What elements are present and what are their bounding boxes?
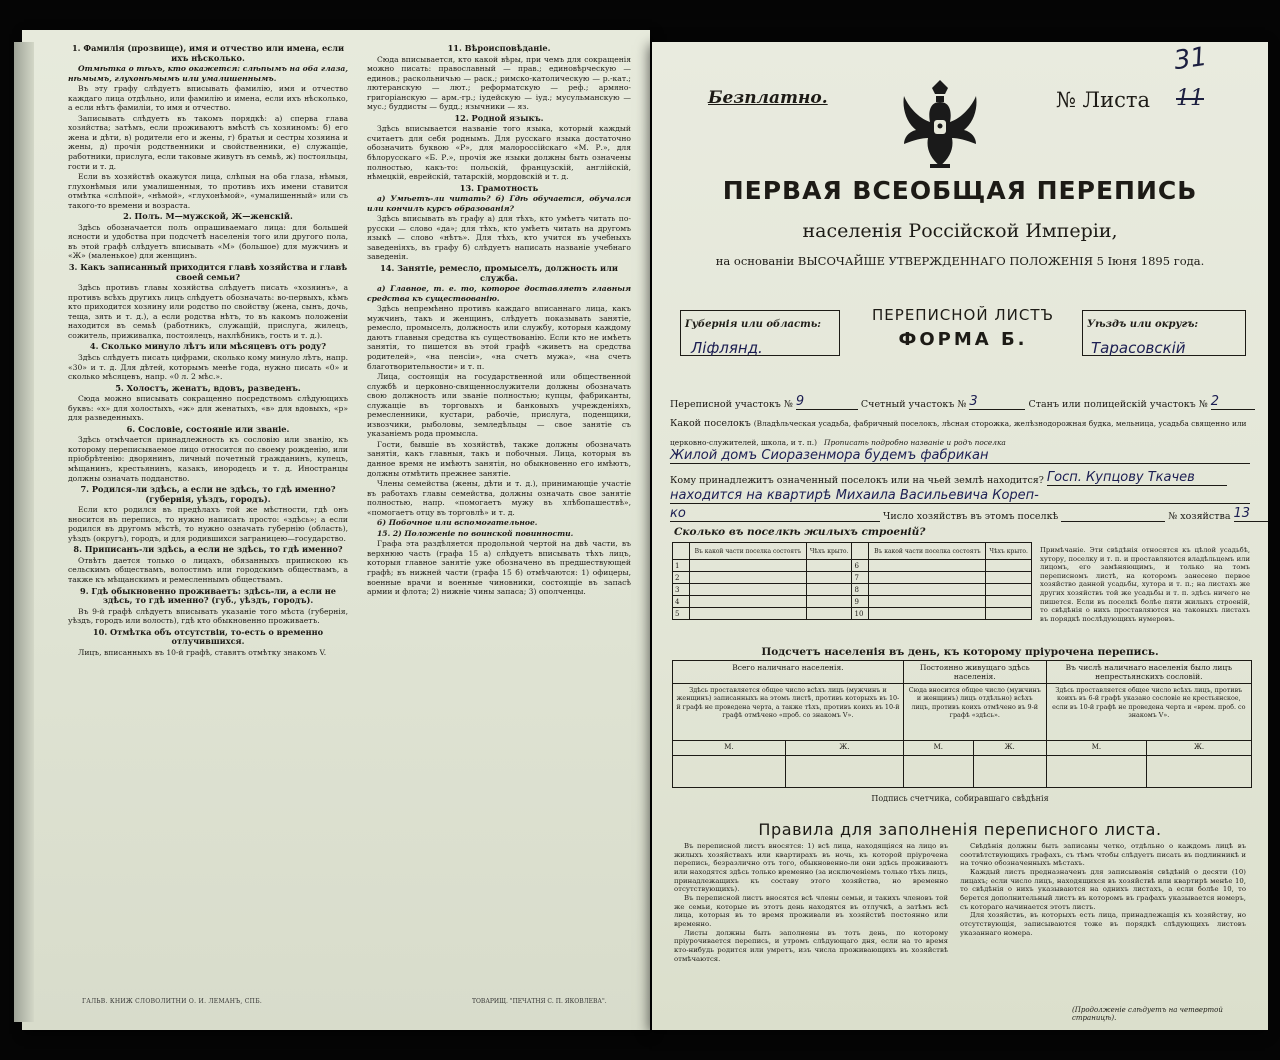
imperial-eagle-emblem: [900, 78, 980, 174]
instruction-paragraph: Если въ хозяйствѣ окажутся лица, слѣпыя на оба глаза, нѣмыя, глухонѣмыя или умалишенныя, то противъ ихъ имени ставится отмѣтка «слѣпой», «нѣмой», «глухонѣмой», «умалишенный» или съ такого-то времени и возраста.: [68, 172, 348, 210]
owner-field-3[interactable]: ко: [670, 506, 686, 521]
uezd-box: [1082, 310, 1246, 356]
buildings-roof-field[interactable]: [806, 596, 852, 608]
instruction-paragraph: Здѣсь слѣдуетъ писать цифрами, сколько кому минуло лѣтъ, напр. «30» и т. д. Для дѣтей, которымъ менѣе года, нужно писать «0» и сколько мѣсяцевъ, напр. «0 л. 2 мѣс.».: [68, 352, 348, 382]
list-title: ПЕРЕПИСНОЙ ЛИСТЪ: [872, 306, 1054, 324]
buildings-part-field[interactable]: [869, 572, 986, 584]
gubernia-box: [680, 310, 840, 356]
buildings-part-field[interactable]: [869, 608, 986, 620]
buildings-row-number: 2: [673, 572, 690, 584]
instruction-paragraph: Здѣсь отмѣчается принадлежность къ сословію или званію, къ которому переписываемое лицо относится по своему рожденію, или пріобрѣтенію: дворянинъ, личный почетный гражданинъ, купецъ, мѣщанинъ, крестьянинъ, казакъ, инородецъ и т. д. Иностранцы должны означать подданство.: [68, 435, 348, 483]
buildings-row-number: 3: [673, 584, 690, 596]
pop-permanent-head: Постоянно живущаго здѣсь населенія.: [903, 661, 1046, 684]
buildings-roof-field[interactable]: [986, 560, 1032, 572]
buildings-row-number: 1: [673, 560, 690, 572]
page-stack-edge: [14, 42, 34, 1022]
buildings-header-row: [673, 543, 1032, 560]
uezd-label: Уѣздъ или округъ:: [1087, 319, 1199, 330]
instructions-column-left: [68, 42, 348, 997]
buildings-row-number: 8: [852, 584, 869, 596]
perepisnoy-label: Переписной участокъ №: [670, 399, 793, 410]
buildings-row: [673, 584, 1032, 596]
instruction-paragraph: Здѣсь непремѣнно противъ каждаго вписаннаго лица, какъ мужчинъ, такъ и женщинъ, слѣдуетъ показывать занятіе, ремесло, промыселъ, должность или службу, которыя каждому даютъ главныя средства къ существованію. Если кто не имѣетъ занятія, то пишется въ этой графѣ «живетъ на средства родителей», «на пенсіи», «на счетъ мужа», «на счетъ благотворительности» и т. п.: [367, 304, 631, 371]
pop-nonpeasant-head: Въ числѣ наличнаго населенія было лицъ непрестьянскихъ сословій.: [1046, 661, 1251, 684]
instruction-paragraph: Члены семейства (жены, дѣти и т. д.), принимающіе участіе въ работахъ главы семейства, должны означать свое занятіе полностью, напр. «помогаетъ мужу въ хлѣбопашествѣ», «помогаетъ отцу въ торговлѣ» и т. д.: [367, 479, 631, 517]
settlement-hint-3: Прописать подробно названіе и родъ поселка: [824, 438, 1006, 447]
list-form-name: ФОРМА Б.: [898, 329, 1028, 350]
settlement-hint: (Владѣльческая усадьба, фабричный поселокъ, лѣсная сторожка, желѣзнодорожная будка, мельница, усадьба священно или: [753, 419, 1247, 428]
instruction-paragraph: Отмѣтка о тѣхъ, кто окажется: слѣпымъ на оба глаза, нѣмымъ, глухонѣмымъ или умалишеннымъ.: [68, 64, 348, 83]
pop-nonpeasant-male-field[interactable]: [1046, 756, 1147, 788]
owner-row-2: [670, 488, 1250, 504]
owner-field-1[interactable]: Госп. Купцову Ткачев: [1046, 470, 1195, 485]
instruction-heading: 1. Фамилія (прозвище), имя и отчество или имена, если ихъ нѣсколько.: [71, 43, 345, 63]
settlement-field-row: [670, 448, 1250, 464]
instruction-paragraph: Если кто родился въ предѣлахъ той же мѣстности, гдѣ онъ вносится въ перепись, то нужно написать просто: «здѣсь»; а если родился въ другомъ мѣстѣ, то нужно означать губернію (область), уѣздъ (округъ), городъ, и для родившихся заграницею—государство.: [68, 505, 348, 543]
owner-field-2[interactable]: находится на квартирѣ Михаила Васильевича Кореп-: [670, 488, 1039, 503]
rules-column-left: [674, 842, 948, 1002]
buildings-row: [673, 560, 1032, 572]
printer-imprint-left: ГАЛЬВ. КНИЖ СЛОВОЛИТНИ О. И. ЛЕМАНЪ, СПБ.: [82, 998, 263, 1005]
gubernia-field[interactable]: Ліфлянд.: [691, 339, 763, 357]
instruction-paragraph: а) Умѣетъ-ли читать? б) Гдѣ обучается, обучался или кончилъ курсъ образованія?: [367, 194, 631, 213]
population-heading: Подсчетъ населенія въ день, къ которому пріурочена перепись.: [761, 646, 1159, 658]
instruction-paragraph: Лица, состоящія на государственной или общественной службѣ и церковно-священнослужители должны обозначать свою должность или званіе полностью; купцы, фабриканты, служащіе въ торговыхъ и банковыхъ учрежденіяхъ, ремесленники, кустари, рабочіе, прислуга, поденщики, извозчики, рыболовы, земледѣльцы — свое занятіе съ указаніемъ рода промысла.: [367, 372, 631, 439]
form-legal-basis: на основаніи ВЫСОЧАЙШЕ УТВЕРЖДЕННАГО ПОЛОЖЕНІЯ 5 Іюня 1895 года.: [715, 254, 1205, 268]
buildings-part-field[interactable]: [690, 572, 807, 584]
buildings-roof-field[interactable]: [986, 572, 1032, 584]
instruction-heading: 10. Отмѣтка объ отсутствіи, то-есть о временно отлучившихся.: [92, 626, 324, 647]
handwritten-page-number: 31: [1172, 41, 1210, 77]
buildings-roof-field[interactable]: [806, 572, 852, 584]
buildings-row-number: 5: [673, 608, 690, 620]
households-label: Число хозяйствъ въ этомъ поселкѣ: [883, 511, 1059, 522]
buildings-row-number: 9: [852, 596, 869, 608]
instruction-paragraph: Отвѣтъ дается только о лицахъ, обязанныхъ припискою къ сельскимъ обществамъ, волостямъ или городскимъ обществамъ, а также къ мѣщанскимъ и ремесленнымъ обществамъ.: [68, 555, 348, 584]
owner-row: [670, 470, 1227, 486]
pop-nonpeasant-female-label: Ж.: [1147, 741, 1252, 756]
instruction-paragraph: Записывать слѣдуетъ въ такомъ порядкѣ: а) сперва глава хозяйства; затѣмъ, если проживаютъ вмѣстѣ съ хозяиномъ: б) его жена и дѣти, в) родители его и жены, г) братья и сестры хозяина и жены, д) прочія родственники и свойственники, е) служащіе, работники, прислуга, если таковые живутъ въ семьѣ, ж) постояльцы, гости и т. д.: [68, 113, 348, 171]
buildings-col-roof-2: Чѣхъ крыто.: [986, 543, 1032, 560]
instruction-paragraph: Лицъ, вписанныхъ въ 10-й графѣ, ставятъ отмѣтку знакомъ V.: [78, 647, 327, 657]
rules-column-right: [960, 842, 1246, 1002]
buildings-part-field[interactable]: [690, 584, 807, 596]
stan-label: Станъ или полицейскій участокъ №: [1028, 399, 1208, 410]
owner-label: Кому принадлежитъ означенный поселокъ или на чьей землѣ находится?: [670, 475, 1044, 486]
rule-paragraph: Въ переписной листъ вносятся всѣ члены семьи, и такихъ членовъ той же семьи, которые въ этотъ день находятся въ отлучкѣ, а затѣмъ всѣ лица, которыя въ то время проживали въ хозяйствѣ постоянно или временно.: [674, 893, 948, 928]
pop-total-text: Здѣсь проставляется общее число всѣхъ лицъ (мужчинъ и женщинъ) записанныхъ на этомъ листѣ, противъ которыхъ въ 10-й графѣ не проведена черта, а также тѣхъ, противъ коихъ въ 10-й графѣ отмѣчено «проб. со знакомъ V».: [673, 684, 904, 741]
instruction-paragraph: Здѣсь противъ главы хозяйства слѣдуетъ писать «хозяинъ», а противъ всѣхъ другихъ лицъ слѣдуетъ обозначать: во-первыхъ, кѣмъ кто приходится хозяину или родство по свойству (жена, сынъ, дочь, теща, зять и т. д.), а если родства нѣтъ, то въ какомъ положеніи находится въ семьѣ (работникъ, служащій, прислуга, жилецъ, сожитель, приживалка, постоялецъ, нахлѣбникъ, гость и т. д.).: [68, 283, 348, 340]
rule-paragraph: Свѣдѣнія должны быть записаны четко, отдѣльно о каждомъ лицѣ въ соотвѣтствующихъ графахъ, съ тѣмъ чтобы слѣдуетъ писать въ подлинникѣ и на точно обозначенныхъ мѣстахъ.: [960, 842, 1246, 868]
buildings-row: [673, 572, 1032, 584]
form-title: ПЕРВАЯ ВСЕОБЩАЯ ПЕРЕПИСЬ: [722, 176, 1198, 205]
instruction-heading: 8. Приписанъ-ли здѣсь, а если не здѣсь, то гдѣ именно?: [73, 544, 343, 555]
instructions-column-middle: [367, 42, 631, 997]
buildings-caption: Сколько въ поселкѣ жилыхъ строеній?: [674, 526, 926, 538]
households-row: [670, 506, 1268, 522]
pop-total-male-label: М.: [673, 741, 786, 756]
instruction-paragraph: Здѣсь обозначается полъ опрашиваемаго лица: для большей ясности и удобства при подсчетѣ населенія того или другого пола, въ этой графѣ слѣдуетъ вписывать «М» (большое) для мужчинъ и «Ж» (маленькое) для женщинъ.: [68, 222, 348, 261]
buildings-row: [673, 608, 1032, 620]
district-row: [670, 394, 1255, 410]
rules-title: Правила для заполненія переписного листа.: [758, 820, 1162, 839]
schetny-field[interactable]: 3: [969, 394, 978, 409]
buildings-row-number: 10: [852, 608, 869, 620]
buildings-table: [672, 542, 1032, 620]
sheet-number-value[interactable]: 11: [1176, 86, 1204, 111]
pop-nonpeasant-text: Здѣсь проставляется общее число всѣхъ лицъ, противъ коихъ въ 6-й графѣ указано сословіе не крестьянское, если въ 10-й графѣ не проведена черта и «врем. проб. со знакомъ V».: [1046, 684, 1251, 741]
pop-nonpeasant-female-field[interactable]: [1147, 756, 1252, 788]
pop-permanent-male-field[interactable]: [903, 756, 973, 788]
instruction-heading: 7. Родился-ли здѣсь, а если не здѣсь, то гдѣ именно? (губернія, уѣздъ, городъ).: [80, 484, 336, 504]
uezd-field[interactable]: Тарасовскій: [1091, 339, 1186, 357]
household-number-field[interactable]: 13: [1233, 506, 1251, 521]
instruction-paragraph: Графа эта раздѣляется продольной чертой на двѣ части, въ верхнюю часть (графа 15 а) слѣдуетъ вписывать тѣхъ лицъ, которыя главное занятіе уже обозначено въ предшествующей графѣ; въ нижней части (графа 15 б) отмѣчаются: 1) офицеры, военные врачи и военные чиновники, состоящіе въ запасѣ армии и флота; 2) нижніе чины запаса; 3) ополченцы.: [367, 539, 631, 597]
household-number-label: № хозяйства: [1168, 511, 1231, 522]
buildings-row-number: 6: [852, 560, 869, 572]
census-form-page: [652, 42, 1268, 1030]
rule-paragraph: Въ переписной листъ вносятся: 1) всѣ лица, находящіяся на лицо въ жилыхъ хозяйствахъ или квартирахъ въ ночь, къ которой пріурочена перепись, безразлично отъ того, обыкновенно-ли они здѣсь проживаютъ или находятся здѣсь только временно (за исключеніемъ только тѣхъ лицъ, принадлежащихъ къ составу этого хозяйства, но временно отсутствующихъ).: [674, 842, 948, 894]
instruction-paragraph: Здѣсь вписывать въ графу а) для тѣхъ, кто умѣетъ читать по-русски — слово «да»; для тѣхъ, кто умѣетъ читать на другомъ языкѣ — слово «нѣтъ». Для тѣхъ, кто учится въ учебныхъ заведеніяхъ, въ графу б) слѣдуетъ написать названіе учебнаго заведенія.: [367, 214, 631, 262]
settlement-hint-row: [670, 438, 1006, 447]
pop-total-male-field[interactable]: [673, 756, 786, 788]
buildings-part-field[interactable]: [690, 608, 807, 620]
buildings-part-field[interactable]: [869, 584, 986, 596]
instruction-heading: 12. Родной языкъ.: [454, 112, 544, 123]
buildings-note: Примѣчаніе. Эти свѣдѣнія относятся къ цѣлой усадьбѣ, хутору, поселку и т. п. и проставляются владѣльцемъ или лицомъ, его замѣняющимъ, и только на томъ переписномъ листѣ, на которомъ занесено первое хозяйство данной усадьбы, хутора и т. п.; на листахъ же других хозяйствъ той же усадьбы и т. п. здѣсь ничего не пишется. Если въ поселкѣ болѣе пяти жилыхъ строеній, то свѣдѣнія о нихъ проставляются на таковыхъ листахъ въ порядкѣ послѣдующихъ нумеровъ.: [1040, 546, 1250, 623]
buildings-col-roof: Чѣхъ крыто.: [806, 543, 852, 560]
instruction-paragraph: б) Побочное или вспомогательное.: [377, 518, 538, 528]
perepisnoy-field[interactable]: 9: [795, 394, 805, 409]
instruction-heading: 2. Полъ. М—мужской, Ж—женскій.: [123, 211, 293, 222]
buildings-col-part-2: Въ какой части поселка состоятъ: [869, 543, 986, 560]
buildings-row-number: 7: [852, 572, 869, 584]
buildings-roof-field[interactable]: [986, 584, 1032, 596]
settlement-row: [670, 418, 1247, 429]
buildings-part-field[interactable]: [869, 596, 986, 608]
sheet-number-label: № Листа: [1056, 88, 1150, 112]
pop-total-head: Всего наличнаго населенія.: [673, 661, 904, 684]
population-table: [672, 660, 1252, 788]
buildings-roof-field[interactable]: [986, 596, 1032, 608]
stan-field[interactable]: 2: [1210, 394, 1220, 409]
instruction-heading: 9. Гдѣ обыкновенно проживаетъ: здѣсь-ли, а если не здѣсь, то гдѣ именно? (губ., уѣздъ, городъ).: [80, 585, 336, 606]
pop-permanent-text: Сюда вносится общее число (мужчинъ и женщинъ) лицъ отдѣльно) всѣхъ лицъ, противъ коихъ отмѣчено въ 9-й графѣ «здѣсь».: [903, 684, 1046, 741]
pop-nonpeasant-male-label: М.: [1046, 741, 1147, 756]
schetny-label: Счетный участокъ №: [860, 399, 967, 410]
buildings-row-number: 4: [673, 596, 690, 608]
enumerator-signature-label: Подпись счетчика, собиравшаго свѣдѣнія: [871, 794, 1049, 803]
buildings-part-field[interactable]: [690, 560, 807, 572]
instruction-paragraph: 15. 2) Положеніе по воинской повинности.: [377, 528, 574, 538]
buildings-row: [673, 596, 1032, 608]
rule-paragraph: Для хозяйствъ, въ которыхъ есть лица, принадлежащія къ хозяйству, но отсутствующія, записываются тоже въ порядкѣ слѣдующихъ листовъ указаннаго номера.: [960, 911, 1246, 937]
instruction-paragraph: а) Главное, т. е. то, которое доставляетъ главныя средства къ существованію.: [367, 284, 631, 303]
buildings-roof-field[interactable]: [806, 560, 852, 572]
instruction-paragraph: Здѣсь вписывается названіе того языка, который каждый считаетъ для себя роднымъ. Для русскаго языка достаточно обозначить буквою «Р», для малороссійскаго «М. Р.», для бѣлорусскаго «Б. Р.», прочія же языки должны быть означены полностью, какъ-то: польскій, французскій, англійскій, нѣмецкій, еврейскій, татарскій, мордовскій и т. д.: [367, 124, 631, 182]
printer-imprint-middle: ТОВАРИЩ. "ПЕЧАТНЯ С. П. ЯКОВЛЕВА".: [472, 998, 607, 1005]
form-subtitle: населенія Россійской Имперіи,: [802, 220, 1118, 242]
pop-permanent-male-label: М.: [903, 741, 973, 756]
buildings-roof-field[interactable]: [986, 608, 1032, 620]
settlement-label: Какой поселокъ: [670, 418, 751, 429]
rule-paragraph: Листы должны быть заполнены въ тотъ день, по которому пріурочивается перепись, и утромъ слѣдующаго дня, если на то время кто-нибудь родится или умретъ, изъ числа проживающихъ въ хозяйствѣ отмѣчаются.: [674, 928, 948, 963]
instruction-heading: 14. Занятіе, ремесло, промыселъ, должность или служба.: [380, 263, 618, 283]
pop-total-female-label: Ж.: [786, 741, 904, 756]
gubernia-label: Губернія или область:: [685, 319, 821, 330]
instruction-paragraph: Сюда можно вписывать сокращенно посредствомъ слѣдующихъ буквъ: «х» для холостыхъ, «ж» для женатыхъ, «в» для вдовыхъ, «р» для разведенныхъ.: [68, 394, 348, 423]
instruction-heading: 13. Грамотность: [459, 182, 539, 193]
instruction-paragraph: Въ эту графу слѣдуетъ вписывать фамилію, имя и отчество каждаго лица отдѣльно, или фамилію и имена, если ихъ нѣсколько, а если нѣтъ фамиліи, то имя и отчество.: [68, 84, 348, 113]
buildings-roof-field[interactable]: [806, 608, 852, 620]
pop-total-female-field[interactable]: [786, 756, 904, 788]
instruction-heading: 6. Сословіе, состояніе или званіе.: [126, 423, 290, 434]
free-label: Безплатно.: [708, 88, 828, 108]
settlement-hint-2: церковно-служителей, школа, и т. п.): [670, 438, 817, 447]
instruction-paragraph: Гости, бывшіе въ хозяйствѣ, также должны обозначать занятія, какъ главныя, такъ и побочныя. Лица, которыя въ данное время не имѣютъ занятія, но обыкновенно его имѣютъ, должны отмѣтить прежнее занятіе.: [367, 439, 631, 478]
buildings-part-field[interactable]: [690, 596, 807, 608]
instruction-heading: 4. Сколько минуло лѣтъ или мѣсяцевъ отъ роду?: [89, 341, 327, 352]
pop-permanent-female-field[interactable]: [973, 756, 1046, 788]
buildings-part-field[interactable]: [869, 560, 986, 572]
continued-note: (Продолженіе слѣдуетъ на четвертой страницѣ).: [1072, 1006, 1223, 1022]
instruction-paragraph: Въ 9-й графѣ слѣдуетъ вписывать указаніе того мѣста (губернія, уѣздъ, городъ или волость), гдѣ кто обыкновенно проживаетъ.: [68, 606, 348, 626]
buildings-roof-field[interactable]: [806, 584, 852, 596]
instruction-paragraph: Сюда вписывается, кто какой вѣры, при чемъ для сокращенія можно писать: православный — прав.; единовѣрческую — единов.; раскольничью — раск.; римско-католическую — р.-кат.; лютеранскую — лют.; реформатскую — реф.; армяно-григоріанскую — арм.-гр.; іудейскую — іуд.; мусульманскую — мус.; буддисты — будд.; язычники — яз.: [367, 54, 631, 112]
instruction-heading: 3. Какъ записанный приходится главѣ хозяйства и главѣ своей семьи?: [68, 262, 348, 282]
instruction-heading: 5. Холостъ, женатъ, вдовъ, разведенъ.: [115, 382, 301, 393]
settlement-field[interactable]: Жилой домъ Сиоразенмора будемъ фабрикан: [670, 448, 989, 463]
instructions-page: [22, 30, 650, 1030]
buildings-col-part: Въ какой части поселка состоятъ: [690, 543, 807, 560]
instruction-heading: 11. Вѣроисповѣданіе.: [447, 43, 551, 53]
rule-paragraph: Каждый листъ предназначенъ для записыванія свѣдѣній о десяти (10) лицахъ; если число лицъ, находящихся въ хозяйствѣ или квартирѣ менѣе 10, то свѣдѣнія о нихъ указываются на однихъ листахъ, а если болѣе 10, то берется дополнительный листъ въ которомъ въ графахъ указывается номеръ, съ котораго начинается этотъ листъ.: [960, 867, 1246, 911]
pop-permanent-female-label: Ж.: [973, 741, 1046, 756]
